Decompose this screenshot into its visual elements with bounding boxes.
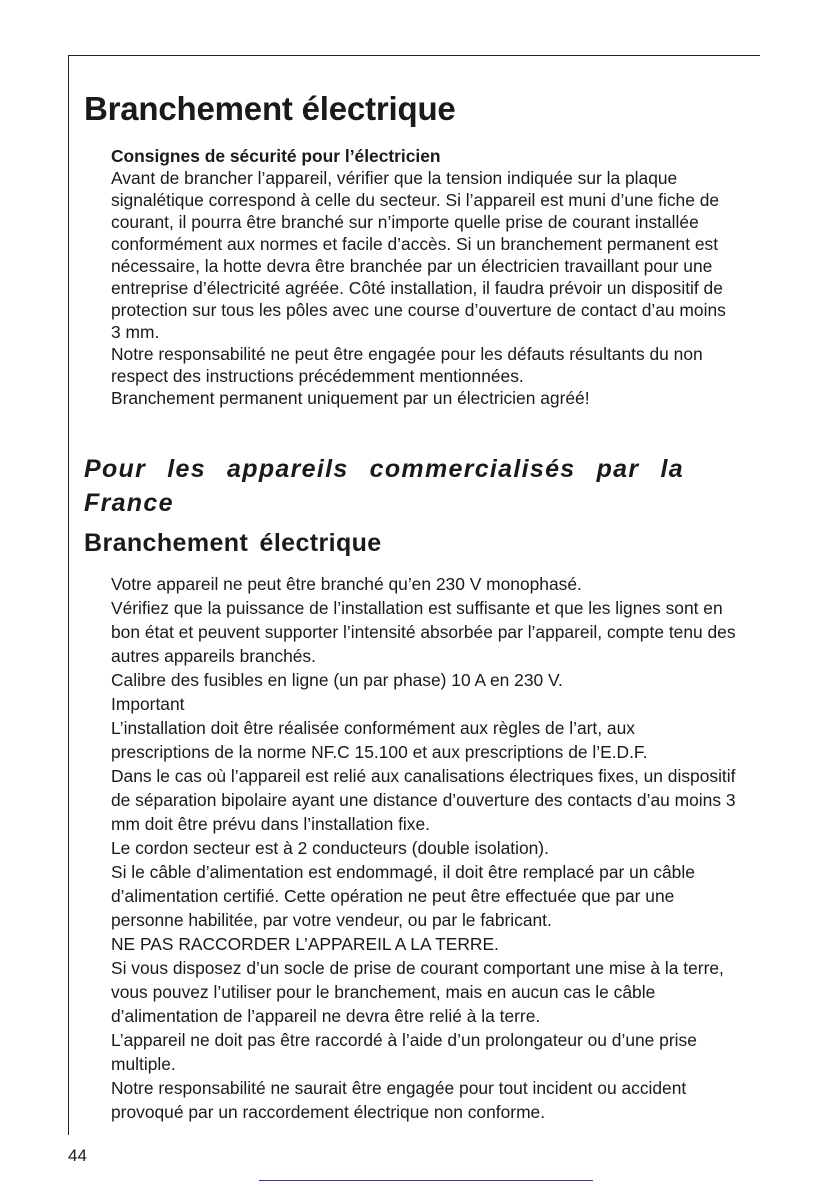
france-paragraph: Dans le cas où l’appareil est relié aux canalisations électriques fixes, un dispositif de séparation bipolaire ayant une distance d’ouverture des contacts d’au moins 3 mm doit être prévu dans l’installation fixe.: [111, 766, 736, 834]
page-title: Branchement électrique: [84, 90, 456, 127]
france-paragraph: Si vous disposez d’un socle de prise de courant comportant une mise à la terre, vous pouvez l’utiliser pour le branchement, mais en aucun cas le câble d’alimentation de l’appareil ne devra être relié à la terre.: [111, 958, 724, 1026]
france-paragraph: Le cordon secteur est à 2 conducteurs (double isolation).: [111, 838, 549, 858]
footer-link-underline[interactable]: [259, 1180, 593, 1181]
safety-paragraph: Avant de brancher l’appareil, vérifier que la tension indiquée sur la plaque signalétique correspond à celle du secteur. Si l’appareil est muni d’une fiche de courant, il pourra être branché sur n’importe quelle prise de courant installée conformément aux normes et facile d’accès. Si un branchement permanent est nécessaire, la hotte devra être branchée par un électricien travaillant pour une entreprise d’électricité agréée. Côté installation, il faudra prévoir un dispositif de protection sur tous les pôles avec une course d’ouverture de contact d’au moins 3 mm.: [111, 168, 726, 342]
safety-paragraph: Branchement permanent uniquement par un électricien agréé!: [111, 388, 590, 408]
france-paragraph: Important: [111, 694, 185, 714]
france-paragraph: L’installation doit être réalisée conformément aux règles de l’art, aux prescriptions de la norme NF.C 15.100 et aux prescriptions de l’E.D.F.: [111, 718, 648, 762]
france-paragraph: Calibre des fusibles en ligne (un par phase) 10 A en 230 V.: [111, 670, 563, 690]
safety-paragraph: Notre responsabilité ne peut être engagée pour les défauts résultants du non respect des instructions précédemment mentionnées.: [111, 344, 703, 386]
left-margin-rule: [68, 55, 69, 1135]
safety-heading: Consignes de sécurité pour l’électricien: [111, 146, 441, 166]
france-paragraph: NE PAS RACCORDER L’APPAREIL A LA TERRE.: [111, 934, 499, 954]
safety-section: [111, 145, 736, 409]
france-paragraph: Si le câble d’alimentation est endommagé, il doit être remplacé par un câble d’alimentation certifié. Cette opération ne peut être effectuée que par une personne habilitée, par votre vendeur, ou par le fabricant.: [111, 862, 695, 930]
france-paragraph: Vérifiez que la puissance de l’installation est suffisante et que les lignes sont en bon état et peuvent supporter l’intensité absorbée par l’appareil, compte tenu des autres appareils branchés.: [111, 598, 736, 666]
top-rule: [68, 55, 760, 56]
france-paragraph: Notre responsabilité ne saurait être engagée pour tout incident ou accident provoqué par un raccordement électrique non conforme.: [111, 1078, 687, 1122]
france-section: [111, 572, 736, 1124]
france-paragraph: L’appareil ne doit pas être raccordé à l’aide d’un prolongateur ou d’une prise multiple.: [111, 1030, 697, 1074]
france-section-heading: Pour les appareils commercialisés par la France: [84, 455, 684, 517]
france-subheading: Branchement électrique: [84, 529, 382, 557]
page-number: 44: [68, 1146, 87, 1165]
france-paragraph: Votre appareil ne peut être branché qu’en 230 V monophasé.: [111, 574, 582, 594]
